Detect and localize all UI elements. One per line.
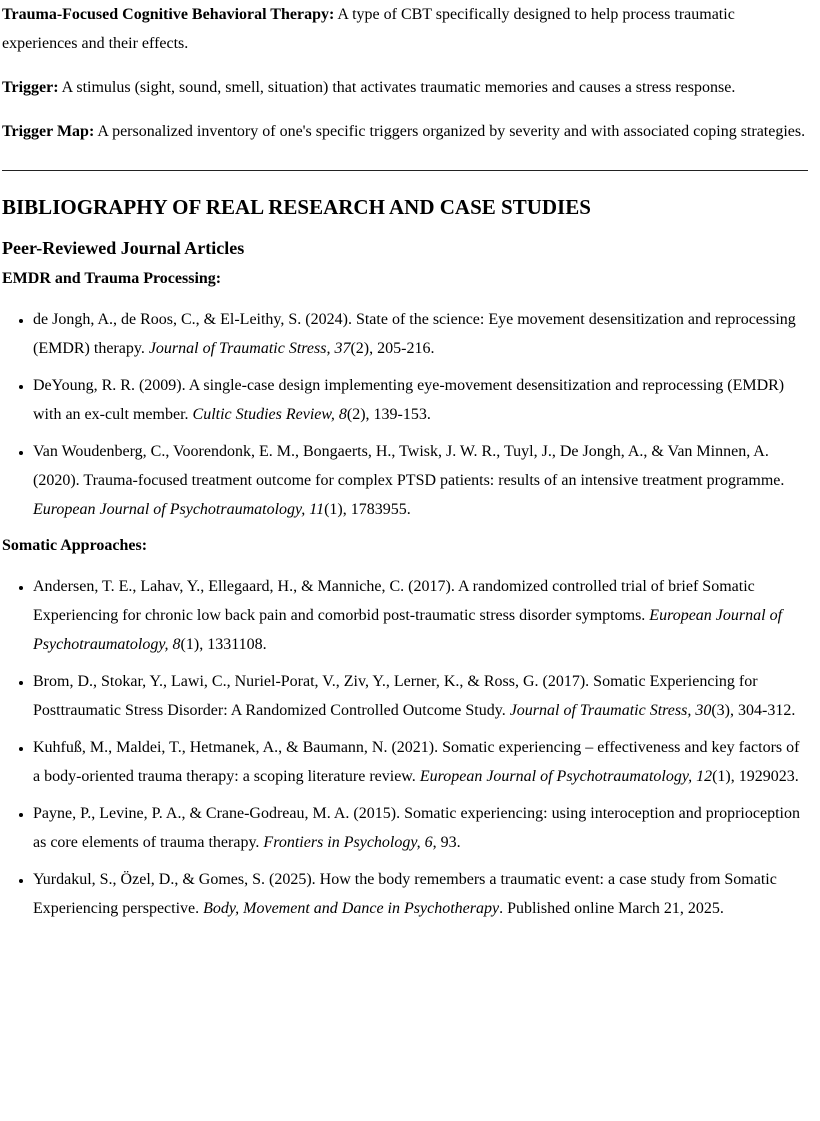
somatic-reference-list (2, 572, 808, 923)
reference-source: European Journal of Psychotraumatology, 11 (33, 501, 325, 518)
glossary-definition: A stimulus (sight, sound, smell, situation) that activates traumatic memories and causes a stress response. (58, 79, 736, 96)
reference-tail: (1), 1929023. (712, 768, 799, 785)
reference-tail: (1), 1331108. (180, 636, 267, 653)
glossary-entry-trigger-map (2, 117, 808, 146)
glossary-definition: A personalized inventory of one's specific triggers organized by severity and with associated coping strategies. (94, 123, 806, 140)
reference-item (33, 572, 808, 659)
glossary-term: Trauma-Focused Cognitive Behavioral Therapy: (2, 6, 335, 23)
reference-item (33, 437, 808, 524)
reference-source: European Journal of Psychotraumatology, 12 (419, 768, 713, 785)
reference-authors: Van Woudenberg, C., Voorendonk, E. M., Bongaerts, H., Twisk, J. W. R., Tuyl, J., De Jongh, A., & Van Minnen, A. (2020). Trauma-focused treatment outcome for complex PTSD patients: results of an intensive treatment programme. (33, 443, 785, 489)
reference-authors: de Jongh, A., de Roos, C., & El-Leithy, S. (2024). State of the science: Eye movement desensitization and reprocessing (EMDR) therapy. (33, 311, 796, 357)
section-divider (2, 170, 808, 171)
reference-item (33, 799, 808, 857)
bibliography-title: BIBLIOGRAPHY OF REAL RESEARCH AND CASE STUDIES (2, 195, 591, 219)
reference-authors: Andersen, T. E., Lahav, Y., Ellegaard, H., & Manniche, C. (2017). A randomized controlled trial of brief Somatic Experiencing for chronic low back pain and comorbid post-traumatic stress disorder symptoms. (33, 578, 755, 624)
reference-authors: Kuhfuß, M., Maldei, T., Hetmanek, A., & Baumann, N. (2021). Somatic experiencing – effectiveness and key factors of a body-oriented trauma therapy: a scoping literature review. (33, 739, 800, 785)
reference-authors: Payne, P., Levine, P. A., & Crane-Godreau, M. A. (2015). Somatic experiencing: using interoception and proprioception as core elements of trauma therapy. (33, 805, 800, 851)
reference-source: European Journal of Psychotraumatology, 8 (33, 607, 783, 653)
reference-authors: Yurdakul, S., Özel, D., & Gomes, S. (2025). How the body remembers a traumatic event: a case study from Somatic Experiencing perspective. (33, 871, 777, 917)
reference-tail: (1), 1783955. (324, 501, 411, 518)
reference-item (33, 865, 808, 923)
bibliography-subtitle: Peer-Reviewed Journal Articles (2, 238, 245, 258)
reference-item (33, 305, 808, 363)
reference-authors: DeYoung, R. R. (2009). A single-case design implementing eye-movement desensitization and reprocessing (EMDR) with an ex-cult member. (33, 377, 785, 423)
reference-source: Journal of Traumatic Stress, 37 (148, 340, 351, 357)
reference-authors: Brom, D., Stokar, Y., Lawi, C., Nuriel-Porat, V., Ziv, Y., Lerner, K., & Ross, G. (2017). Somatic Experiencing for Posttraumatic Stress Disorder: A Randomized Controlled Outcome Study. (33, 673, 758, 719)
reference-source: Body, Movement and Dance in Psychotherapy (203, 900, 500, 917)
emdr-heading: EMDR and Trauma Processing: (2, 270, 222, 287)
glossary-entry-tf-cbt (2, 0, 808, 58)
reference-tail: . Published online March 21, 2025. (499, 900, 724, 917)
reference-item (33, 371, 808, 429)
reference-item (33, 733, 808, 791)
reference-tail: (3), 304-312. (711, 702, 796, 719)
reference-source: Journal of Traumatic Stress, 30 (509, 702, 712, 719)
reference-tail: (2), 139-153. (346, 406, 431, 423)
somatic-heading: Somatic Approaches: (2, 537, 148, 554)
glossary-term: Trigger Map: (2, 123, 95, 140)
glossary-term: Trigger: (2, 79, 59, 96)
emdr-reference-list (2, 305, 808, 524)
reference-tail: , 93. (432, 834, 461, 851)
reference-source: Frontiers in Psychology, 6 (263, 834, 433, 851)
reference-tail: (2), 205-216. (350, 340, 435, 357)
glossary-entry-trigger (2, 73, 808, 102)
reference-source: Cultic Studies Review, 8 (192, 406, 347, 423)
glossary-definition: A type of CBT specifically designed to help process traumatic experiences and their effects. (2, 6, 735, 52)
reference-item (33, 667, 808, 725)
